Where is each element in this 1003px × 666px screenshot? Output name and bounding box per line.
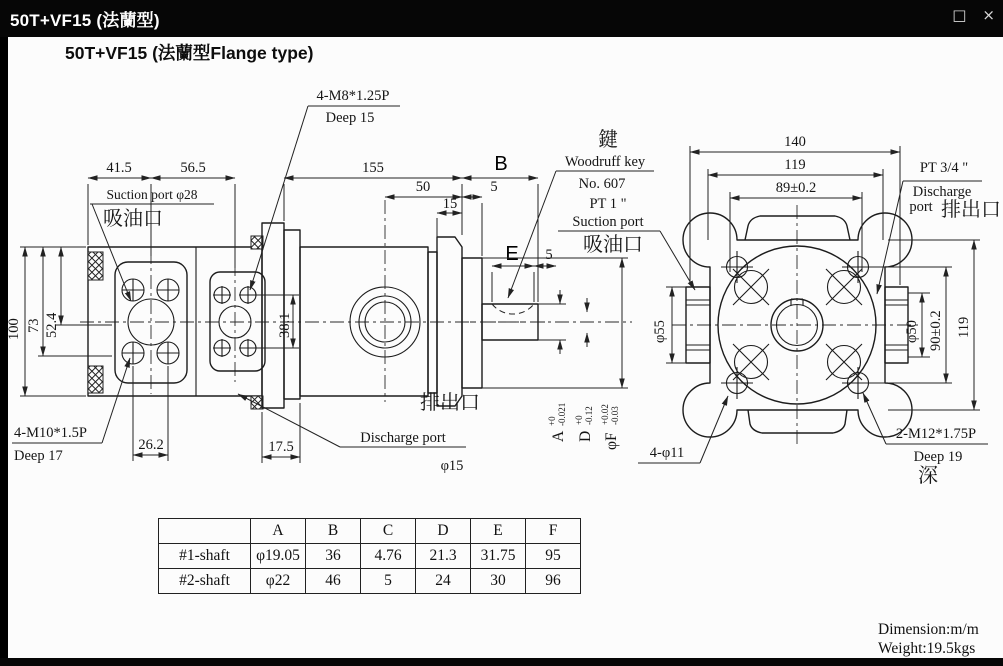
cell: 5 <box>361 569 416 594</box>
dim-15: 15 <box>442 196 458 212</box>
woodruff-key-cjk: 鍵 <box>598 129 618 151</box>
table-header-f: F <box>526 519 581 544</box>
dim-4phi11: 4-φ11 <box>649 445 685 461</box>
dim-52-4: 52.4 <box>44 312 60 338</box>
dim-50: 50 <box>415 179 431 195</box>
cell: φ22 <box>251 569 306 594</box>
tol-F-hi: +0.02 <box>600 404 610 425</box>
discharge-port-cjk: 排出口 <box>420 392 480 414</box>
bottom-border <box>0 658 1003 666</box>
dim-5-top: 5 <box>490 179 498 195</box>
dim-73: 73 <box>26 318 42 333</box>
cell: 31.75 <box>471 544 526 569</box>
dim-phi50: φ50 <box>904 320 920 343</box>
dim-26-2: 26.2 <box>138 437 164 453</box>
m12-thread-label: 2-M12*1.75P <box>895 426 977 442</box>
discharge-port-label: Discharge port <box>360 430 446 446</box>
tol-A-hi: +0 <box>547 416 557 426</box>
page-title: 50T+VF15 (法蘭型Flange type) <box>65 43 314 63</box>
table-header-row <box>159 519 581 544</box>
m8-thread-label: 4-M8*1.25P <box>316 88 390 104</box>
tol-A-lo: -0.021 <box>557 402 567 426</box>
discharge2-cjk: 排出口 <box>941 199 1001 221</box>
row-label: #1-shaft <box>159 544 251 569</box>
cell: 95 <box>526 544 581 569</box>
dim-41-5: 41.5 <box>106 160 132 176</box>
cell: 36 <box>306 544 361 569</box>
table-header-blank <box>159 519 251 544</box>
dim-90: 90±0.2 <box>928 310 944 351</box>
tol-A: A <box>550 430 567 442</box>
tol-F: φF <box>603 432 620 450</box>
front-view <box>672 205 920 448</box>
cell: 30 <box>471 569 526 594</box>
tol-D: D <box>577 430 594 442</box>
dim-17-5: 17.5 <box>268 439 294 455</box>
pt34-label: PT 3/4 " <box>919 160 969 176</box>
m10-depth-label: Deep 17 <box>14 448 63 464</box>
cell: φ19.05 <box>251 544 306 569</box>
woodruff-key-number: No. 607 <box>578 176 626 192</box>
cell: 21.3 <box>416 544 471 569</box>
suction-port2-cjk: 吸油口 <box>583 234 643 256</box>
table-header-b: B <box>306 519 361 544</box>
cell: 4.76 <box>361 544 416 569</box>
drawing-notes <box>878 620 979 658</box>
cell: 96 <box>526 569 581 594</box>
table-header-c: C <box>361 519 416 544</box>
dim-155: 155 <box>362 160 384 176</box>
tol-F-lo: -0.03 <box>610 406 620 425</box>
cell: 46 <box>306 569 361 594</box>
dim-phi15: φ15 <box>440 458 464 474</box>
table-header-a: A <box>251 519 306 544</box>
dim-56-5: 56.5 <box>180 160 206 176</box>
dimension-unit-note: Dimension:m/m <box>878 621 979 638</box>
dim-E: E <box>505 243 519 265</box>
dim-100: 100 <box>6 318 22 340</box>
table-row <box>159 569 581 594</box>
dim-38-1: 38.1 <box>277 312 293 338</box>
m10-thread-label: 4-M10*1.5P <box>14 425 87 441</box>
shaft-dimension-table <box>158 518 581 594</box>
dim-5-key: 5 <box>545 247 553 263</box>
table-header-d: D <box>416 519 471 544</box>
window-title: 50T+VF15 (法蘭型) <box>10 11 160 30</box>
table-row <box>159 544 581 569</box>
dim-140: 140 <box>784 134 806 150</box>
m8-depth-label: Deep 15 <box>325 110 375 126</box>
close-icon[interactable]: × <box>982 6 995 24</box>
table-header-e: E <box>471 519 526 544</box>
dim-119-top: 119 <box>784 157 806 173</box>
weight-note: Weight:19.5kgs <box>878 640 976 657</box>
pt1-label: PT 1 " <box>589 196 627 212</box>
side-view-dimensions <box>6 88 628 474</box>
row-label: #2-shaft <box>159 569 251 594</box>
dim-119-right: 119 <box>956 316 972 338</box>
suction-port2-label: Suction port <box>572 214 644 230</box>
woodruff-key-label: Woodruff key <box>564 154 646 170</box>
suction-port-cjk: 吸油口 <box>103 208 163 230</box>
m12-depth-label: Deep 19 <box>913 449 963 465</box>
tol-D-lo: -0.12 <box>584 406 594 425</box>
maximize-icon[interactable]: □ <box>952 6 967 24</box>
dim-B: B <box>494 153 508 175</box>
dim-phi55: φ55 <box>652 320 668 343</box>
deep-cjk: 深 <box>918 465 938 487</box>
cell: 24 <box>416 569 471 594</box>
discharge2-label-1: Discharge <box>912 184 972 200</box>
dim-89: 89±0.2 <box>775 180 817 196</box>
discharge2-label-2: port <box>909 199 933 215</box>
suction-port-label: Suction port φ28 <box>106 187 198 202</box>
tol-D-hi: +0 <box>574 415 584 425</box>
